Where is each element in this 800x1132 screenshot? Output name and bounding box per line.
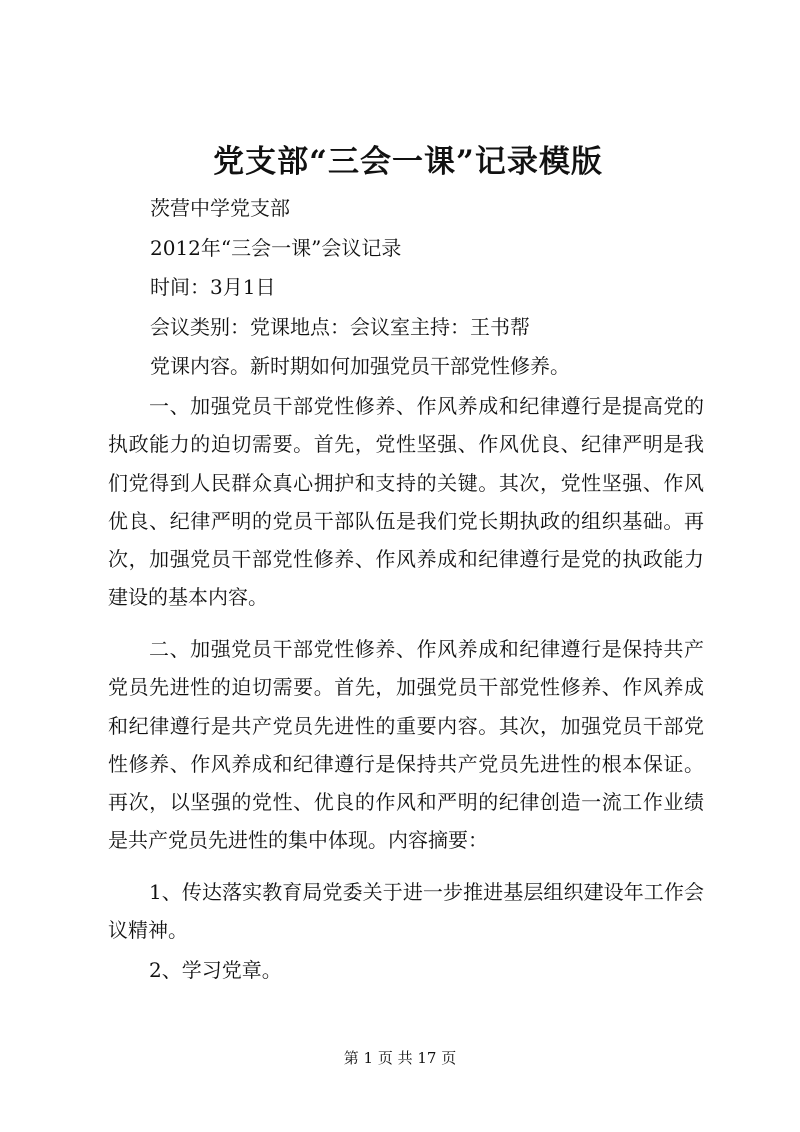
document-title: 党支部“三会一课”记录模版 — [213, 144, 603, 180]
meeting-info-line: 会议类别：党课地点：会议室主持：王书帮 — [150, 315, 530, 339]
content-line: 党课内容。新时期如何加强党员干部党性修养。 — [150, 354, 570, 378]
list-item-1: 1、传达落实教育局党委关于进一步推进基层组织建设年工作会议精神。 — [108, 880, 704, 943]
time-line: 时间：3月1日 — [150, 275, 276, 299]
organization-line: 茨营中学党支部 — [150, 196, 290, 220]
page-footer: 第 1 页 共 17 页 — [343, 1049, 457, 1067]
record-title-line: 2012年“三会一课”会议记录 — [150, 236, 402, 260]
list-item-2: 2、学习党章。 — [149, 958, 282, 982]
paragraph-1: 一、加强党员干部党性修养、作风养成和纪律遵行是提高党的执政能力的迫切需要。首先，党性坚强、作风优良、纪律严明是我们党得到人民群众真心拥护和支持的关键。其次，党性坚强、作风优良、纪律严明的党员干部队伍是我们党长期执政的组织基础。再次，加强党员干部党性修养、作风养成和纪律遵行是党的执政能力建设的基本内容。 — [108, 394, 704, 610]
paragraph-2: 二、加强党员干部党性修养、作风养成和纪律遵行是保持共产党员先进性的迫切需要。首先，加强党员干部党性修养、作风养成和纪律遵行是共产党员先进性的重要内容。其次，加强党员干部党性修养、作风养成和纪律遵行是保持共产党员先进性的根本保证。再次，以坚强的党性、优良的作风和严明的纪律创造一流工作业绩是共产党员先进性的集中体现。内容摘要： — [108, 637, 704, 853]
